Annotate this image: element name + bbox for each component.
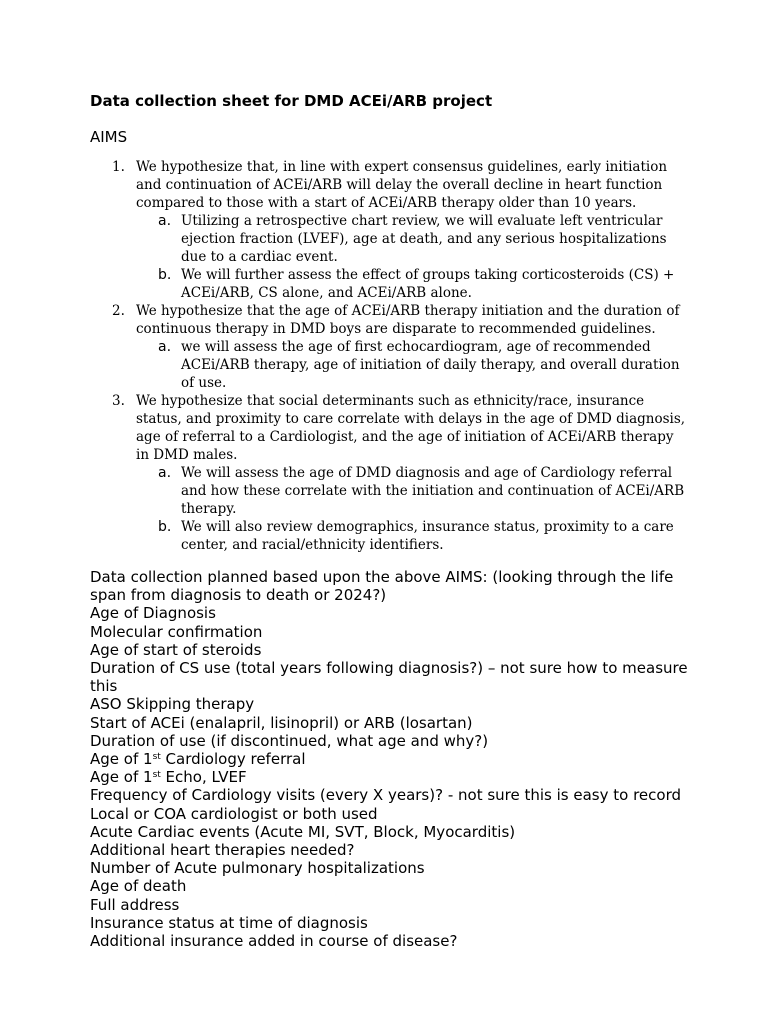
aim-item-2 <box>90 302 690 392</box>
plan-item: Additional heart therapies needed? <box>90 841 355 860</box>
plan-item: Molecular confirmation <box>90 622 263 641</box>
plan-item-suffix: Echo, LVEF <box>160 768 247 787</box>
aim-sub-list <box>136 464 690 554</box>
plan-item-prefix: Age of 1 <box>90 768 153 787</box>
data-collection-plan <box>90 568 690 950</box>
aim-sub-item <box>136 464 690 518</box>
plan-item: ASO Skipping therapy <box>90 695 255 714</box>
sub-letter: a. <box>158 465 172 481</box>
plan-item: Duration of CS use (total years following diagnosis?) – not sure how to measure this <box>90 659 688 696</box>
plan-item: Local or COA cardiologist or both used <box>90 804 378 823</box>
plan-intro: Data collection planned based upon the above AIMS: (looking through the life span from diagnosis to death or 2024?) <box>90 568 674 605</box>
aim-text: We hypothesize that social determinants such as ethnicity/race, insurance status, and proximity to care correlate with delays in the age of DMD diagnosis, age of referral to a Cardiologist, and the age of initiation of ACEi/ARB therapy in DMD males. <box>136 393 686 463</box>
aim-sub-item <box>136 518 690 554</box>
aim-number: 2. <box>112 303 125 319</box>
ordinal-suffix: st <box>152 770 161 781</box>
sub-letter: b. <box>158 519 172 535</box>
plan-item: Start of ACEi (enalapril, lisinopril) or ARB (losartan) <box>90 713 473 732</box>
plan-item: Additional insurance added in course of disease? <box>90 932 458 951</box>
plan-item: Duration of use (if discontinued, what age and why?) <box>90 731 489 750</box>
sub-text: We will also review demographics, insurance status, proximity to a care center, and racial/ethnicity identifiers. <box>181 519 674 553</box>
aim-sub-item <box>136 338 690 392</box>
plan-item: Age of death <box>90 877 187 896</box>
sub-text: Utilizing a retrospective chart review, we will evaluate left ventricular ejection fraction (LVEF), age at death, and any serious hospitalizations due to a cardiac event. <box>181 213 667 265</box>
plan-item-suffix: Cardiology referral <box>160 750 306 769</box>
ordinal-suffix: st <box>152 752 161 763</box>
aim-item-3 <box>90 392 690 554</box>
plan-item: Frequency of Cardiology visits (every X years)? - not sure this is easy to record <box>90 786 682 805</box>
document-title: Data collection sheet for DMD ACEi/ARB project <box>90 92 493 110</box>
plan-item <box>90 768 690 786</box>
plan-item: Age of start of steroids <box>90 640 262 659</box>
sub-text: we will assess the age of first echocardiogram, age of recommended ACEi/ARB therapy, age of initiation of daily therapy, and overall duration of use. <box>181 339 680 391</box>
aim-sub-item <box>136 212 690 266</box>
sub-letter: b. <box>158 267 172 283</box>
plan-item: Insurance status at time of diagnosis <box>90 913 368 932</box>
aim-sub-item <box>136 266 690 302</box>
plan-item: Acute Cardiac events (Acute MI, SVT, Block, Myocarditis) <box>90 822 516 841</box>
plan-item-prefix: Age of 1 <box>90 750 153 769</box>
plan-item: Full address <box>90 895 180 914</box>
aim-sub-list <box>136 212 690 302</box>
aims-list <box>90 158 690 554</box>
sub-letter: a. <box>158 213 172 229</box>
aim-text: We hypothesize that the age of ACEi/ARB therapy initiation and the duration of continuous therapy in DMD boys are disparate to recommended guidelines. <box>136 303 680 337</box>
sub-letter: a. <box>158 339 172 355</box>
plan-item: Number of Acute pulmonary hospitalizations <box>90 859 425 878</box>
aims-heading: AIMS <box>90 128 128 146</box>
plan-item <box>90 750 690 768</box>
sub-text: We will further assess the effect of groups taking corticosteroids (CS) + ACEi/ARB, CS alone, and ACEi/ARB alone. <box>181 267 675 301</box>
aim-text: We hypothesize that, in line with expert consensus guidelines, early initiation and continuation of ACEi/ARB will delay the overall decline in heart function compared to those with a start of ACEi/ARB therapy older than 10 years. <box>136 159 668 211</box>
aim-number: 3. <box>112 393 125 409</box>
aim-number: 1. <box>112 159 125 175</box>
aim-sub-list <box>136 338 690 392</box>
aim-item-1 <box>90 158 690 302</box>
plan-item: Age of Diagnosis <box>90 604 216 623</box>
document-page <box>90 90 690 950</box>
sub-text: We will assess the age of DMD diagnosis and age of Cardiology referral and how these correlate with the initiation and continuation of ACEi/ARB therapy. <box>181 465 685 517</box>
